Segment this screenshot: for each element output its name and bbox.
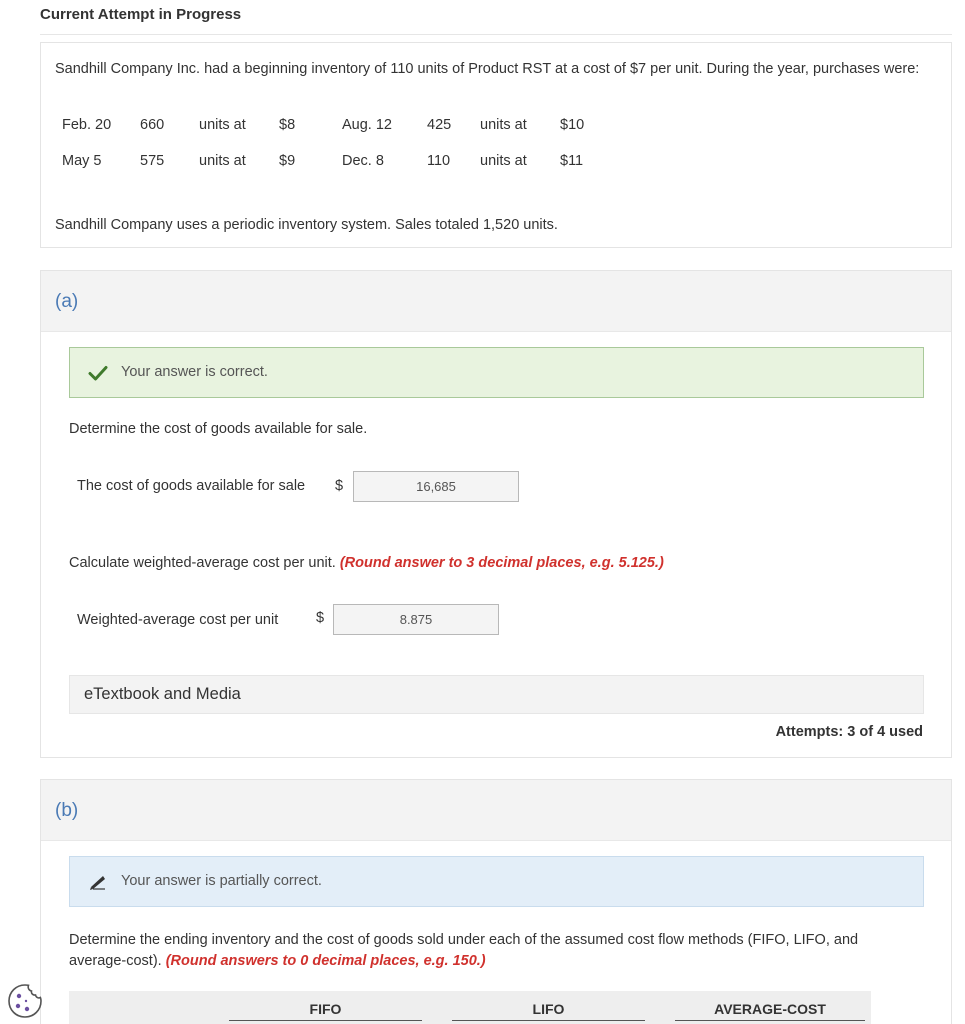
part-a-section — [40, 270, 952, 758]
cost-available-label: The cost of goods available for sale — [77, 478, 306, 494]
units-at-label: units at — [480, 117, 527, 133]
cost-available-input[interactable] — [353, 471, 519, 502]
page-title: Current Attempt in Progress — [40, 6, 242, 23]
method-table-header — [69, 991, 871, 1024]
column-header-average-cost: AVERAGE-COST — [714, 1001, 826, 1017]
header-divider — [40, 34, 952, 35]
part-a-header — [41, 271, 951, 332]
instruction-text: Determine the ending inventory and the cost of goods sold under each of the assumed cost flow methods (FIFO, LIFO, and average-cost). — [69, 932, 859, 969]
column-underline — [452, 1020, 645, 1021]
instruction-cost-available: Determine the cost of goods available for sale. — [69, 421, 368, 437]
column-underline — [229, 1020, 422, 1021]
etextbook-media-toggle[interactable] — [69, 675, 924, 714]
table-row — [62, 143, 610, 179]
purchase-date: Dec. 8 — [342, 153, 384, 169]
purchase-qty: 575 — [140, 153, 165, 169]
etextbook-label: eTextbook and Media — [84, 685, 241, 703]
weighted-average-input[interactable] — [333, 604, 499, 635]
weighted-average-label: Weighted-average cost per unit — [77, 612, 279, 628]
part-b-label: (b) — [55, 800, 79, 821]
rounding-hint: (Round answers to 0 decimal places, e.g. 150.) — [165, 953, 486, 969]
feedback-text: Your answer is correct. — [121, 364, 268, 380]
currency-symbol: $ — [316, 610, 325, 626]
purchase-date: Feb. 20 — [62, 117, 112, 133]
cookie-icon[interactable] — [6, 982, 44, 1020]
column-header-lifo: LIFO — [532, 1001, 565, 1017]
column-underline — [675, 1020, 865, 1021]
correct-feedback-banner — [69, 347, 924, 398]
table-row — [62, 107, 610, 143]
purchase-price: $10 — [560, 117, 585, 133]
purchases-table — [62, 107, 610, 179]
problem-statement — [40, 42, 952, 248]
problem-outro: Sandhill Company uses a periodic inventory system. Sales totaled 1,520 units. — [55, 217, 558, 233]
checkmark-icon — [88, 363, 108, 383]
column-header-fifo: FIFO — [309, 1001, 342, 1017]
purchase-qty: 425 — [427, 117, 452, 133]
units-at-label: units at — [480, 153, 527, 169]
part-a-label: (a) — [55, 291, 79, 312]
part-b-header — [41, 780, 951, 841]
instruction-weighted-average — [69, 555, 664, 571]
purchase-price: $11 — [560, 153, 584, 169]
purchase-qty: 110 — [427, 153, 451, 169]
purchase-price: $9 — [279, 153, 296, 169]
purchase-price: $8 — [279, 117, 296, 133]
pencil-icon — [88, 872, 108, 892]
instruction-text: Calculate weighted-average cost per unit. — [69, 555, 336, 571]
feedback-text: Your answer is partially correct. — [121, 873, 322, 889]
purchase-qty: 660 — [140, 117, 165, 133]
instruction-ending-inventory — [69, 930, 899, 972]
units-at-label: units at — [199, 153, 246, 169]
purchase-date: Aug. 12 — [342, 117, 392, 133]
part-b-section — [40, 779, 952, 1024]
rounding-hint: (Round answer to 3 decimal places, e.g. 5.125.) — [339, 555, 664, 571]
units-at-label: units at — [199, 117, 246, 133]
attempts-counter: Attempts: 3 of 4 used — [775, 724, 923, 740]
problem-intro: Sandhill Company Inc. had a beginning inventory of 110 units of Product RST at a cost of $7 per unit. During the year, purchases were: — [55, 61, 920, 77]
purchase-date: May 5 — [62, 153, 102, 169]
currency-symbol: $ — [335, 478, 344, 494]
partial-feedback-banner — [69, 856, 924, 907]
